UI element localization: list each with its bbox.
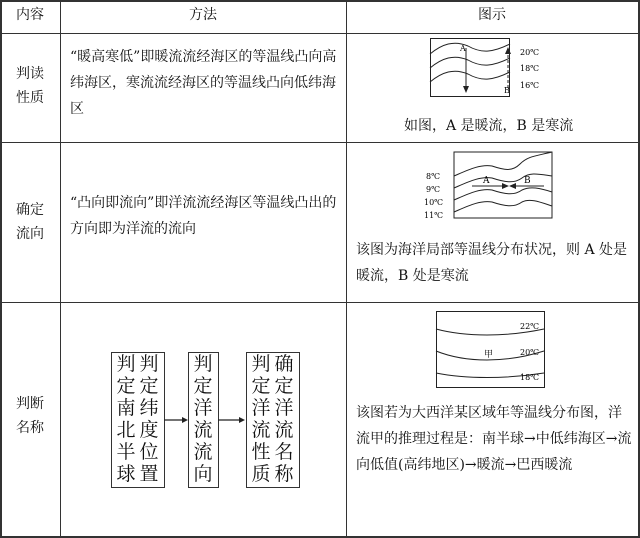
row2-arrowhead-a bbox=[502, 183, 509, 189]
row3-temp-3: 18℃ bbox=[520, 373, 540, 382]
row2-temp-2: 9℃ bbox=[426, 185, 441, 194]
row1-label-line1: 判读 bbox=[16, 66, 44, 82]
flow-box-nature-name bbox=[246, 352, 300, 488]
row1-arrowhead-a bbox=[463, 86, 469, 93]
row2-temp-4: 11℃ bbox=[424, 211, 444, 220]
row3-caption: 该图若为大西洋某区域年等温线分布图，洋流甲的推理过程是：南半球→中低纬海区→流向低值(高纬地区)→暖流→巴西暖流 bbox=[356, 405, 632, 473]
header-divider bbox=[0, 33, 640, 34]
row2-caption: 该图为海洋局部等温线分布状况，则 A 处是暖流，B 处是寒流 bbox=[356, 242, 628, 284]
flow-text-nature: 判定洋流性质 bbox=[251, 353, 271, 485]
row1-isotherm-3 bbox=[430, 71, 510, 82]
table-border-top bbox=[0, 0, 640, 2]
row3-label-line1: 判断 bbox=[16, 396, 44, 412]
row2-label-line1: 确定 bbox=[16, 202, 44, 218]
row1-temp-1: 20℃ bbox=[520, 48, 540, 57]
row3-temp-1: 22℃ bbox=[520, 322, 540, 331]
row1-method: “暖高寒低”即暖流流经海区的等温线凸向高纬海区，寒流流经海区的等温线凸向低纬海区 bbox=[70, 49, 337, 117]
row1-label-line2: 性质 bbox=[16, 90, 44, 106]
row2-method: “凸向即流向”即洋流流经海区等温线凸出的方向即为洋流的流向 bbox=[70, 195, 337, 237]
column-divider-1 bbox=[60, 0, 61, 538]
row1-isotherm-1 bbox=[430, 43, 510, 54]
row3-label-line2: 名称 bbox=[16, 420, 44, 436]
header-method: 方法 bbox=[189, 7, 217, 23]
header-figure: 图示 bbox=[478, 7, 506, 23]
flow-arrow-2-head bbox=[239, 417, 245, 423]
row2-isotherm-3 bbox=[454, 188, 552, 200]
row1-label-a: A bbox=[460, 44, 466, 53]
row2-temp-3: 10℃ bbox=[424, 198, 444, 207]
flow-text-name: 确定洋流名称 bbox=[274, 353, 294, 485]
table-border-bottom bbox=[0, 536, 640, 538]
row1-isotherm-2 bbox=[430, 57, 510, 68]
row3-name-figure bbox=[436, 309, 560, 391]
row-divider-1 bbox=[0, 142, 640, 143]
row1-label-b: B bbox=[504, 86, 510, 95]
table-border-right bbox=[638, 0, 640, 538]
row2-label-b: B bbox=[524, 176, 531, 186]
row2-isotherm-4 bbox=[454, 200, 552, 212]
header-content: 内容 bbox=[16, 7, 44, 23]
row1-arrowhead-b bbox=[505, 47, 511, 54]
row1-warm-cold-figure bbox=[430, 38, 554, 100]
row2-temp-1: 8℃ bbox=[426, 172, 441, 181]
row2-label-line2: 流向 bbox=[16, 226, 44, 242]
row3-label-jia: 甲 bbox=[484, 350, 494, 360]
flow-text-hemisphere: 判定南北半球 bbox=[116, 353, 136, 485]
row3-temp-2: 20℃ bbox=[520, 348, 540, 357]
flow-text-direction: 判定洋流流向 bbox=[193, 353, 213, 485]
row2-label bbox=[14, 198, 46, 246]
row3-label bbox=[14, 392, 46, 440]
row2-flow-direction-figure bbox=[424, 148, 564, 228]
flow-text-latitude: 判定纬度位置 bbox=[139, 353, 159, 485]
row2-label-a: A bbox=[483, 176, 490, 186]
row1-label bbox=[14, 62, 46, 110]
flow-arrows bbox=[163, 410, 247, 430]
row1-temp-2: 18℃ bbox=[520, 64, 540, 73]
row1-temp-3: 16℃ bbox=[520, 81, 540, 90]
column-divider-2 bbox=[346, 0, 347, 538]
flow-arrow-1-head bbox=[182, 417, 188, 423]
table-border-left bbox=[0, 0, 2, 538]
row1-caption: 如图，A 是暖流，B 是寒流 bbox=[404, 118, 574, 134]
row2-isotherm-1 bbox=[454, 152, 552, 176]
flow-box-hemisphere-latitude bbox=[111, 352, 165, 488]
row2-arrowhead-b bbox=[509, 183, 516, 189]
row-divider-2 bbox=[0, 302, 640, 303]
